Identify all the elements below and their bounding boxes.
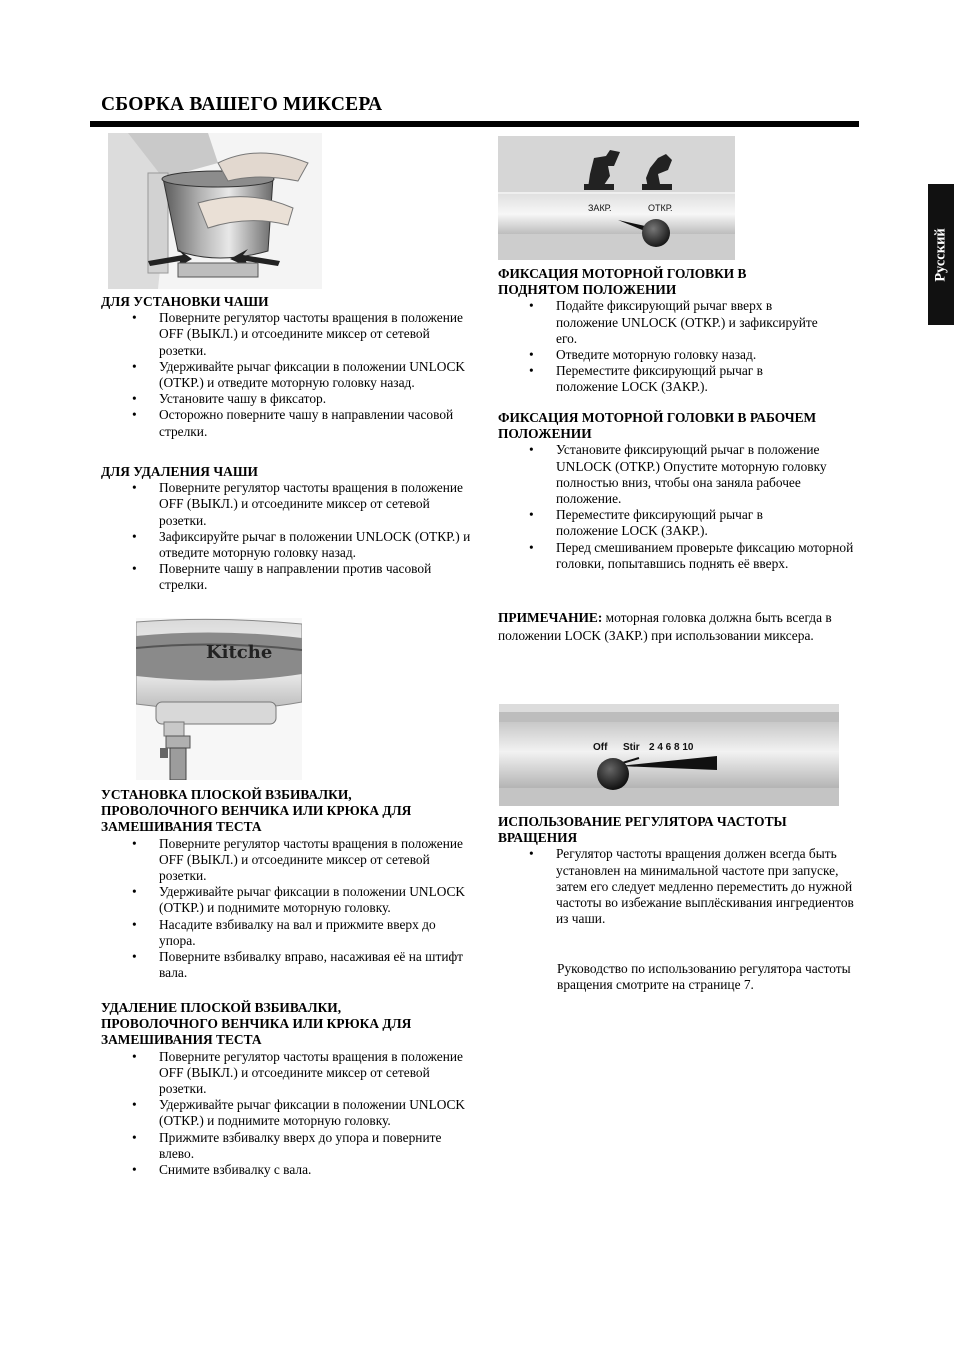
bowl-install-section <box>101 294 471 440</box>
bowl-remove-section <box>101 464 471 594</box>
speed-control-image <box>499 704 839 806</box>
list-item: • Поверните взбивалку вправо, насаживая её на штифт вала. <box>101 949 471 981</box>
brand-text: Kitche <box>206 642 273 663</box>
lock-lever-image <box>498 136 735 260</box>
head-down-list <box>498 442 868 572</box>
list-item: • Переместите фиксирующий рычаг в положение LOCK (ЗАКР.). <box>498 363 818 395</box>
list-item: • Регулятор частоты вращения должен всегда быть установлен на минимальной частоте при запуске, затем его следует медленно переместить до нужной частоты во избежание выплёскивания ингредиентов из чаши. <box>498 846 858 927</box>
attach-install-list <box>101 836 471 982</box>
list-item: • Поверните чашу в направлении против часовой стрелки. <box>101 561 471 593</box>
note-label: ПРИМЕЧАНИЕ: <box>498 610 603 625</box>
list-item: • Поверните регулятор частоты вращения в положение OFF (ВЫКЛ.) и отсоедините миксер от сетевой розетки. <box>101 1049 471 1098</box>
list-item: • Подайте фиксирующий рычаг вверх в положение UNLOCK (ОТКР.) и зафиксируйте его. <box>498 298 818 347</box>
speed-guide-paragraph: Руководство по использованию регулятора частоты вращения смотрите на странице 7. <box>557 961 851 993</box>
list-item: • Удерживайте рычаг фиксации в положении UNLOCK (ОТКР.) и отведите моторную головку назад. <box>101 359 471 391</box>
list-item: • Переместите фиксирующий рычаг в положение LOCK (ЗАКР.). <box>498 507 818 539</box>
speed-off-label: Off <box>593 742 608 753</box>
note-text: моторная головка должна быть всегда в положении LOCK (ЗАКР.) при использовании миксера. <box>498 610 832 643</box>
attach-remove-heading: УДАЛЕНИЕ ПЛОСКОЙ ВЗБИВАЛКИ, ПРОВОЛОЧНОГО ВЕНЧИКА ИЛИ КРЮКА ДЛЯ ЗАМЕШИВАНИЯ ТЕСТА <box>101 1000 412 1048</box>
note-paragraph <box>498 609 850 644</box>
list-item: • Зафиксируйте рычаг в положении UNLOCK (ОТКР.) и отведите моторную головку назад. <box>101 529 471 561</box>
title-rule <box>90 121 859 127</box>
list-item: • Установите чашу в фиксатор. <box>101 391 471 407</box>
list-item: • Удерживайте рычаг фиксации в положении UNLOCK (ОТКР.) и поднимите моторную головку. <box>101 1097 471 1129</box>
page-title: СБОРКА ВАШЕГО МИКСЕРА <box>101 94 383 115</box>
head-down-heading: ФИКСАЦИЯ МОТОРНОЙ ГОЛОВКИ В РАБОЧЕМ ПОЛОЖЕНИИ <box>498 410 817 442</box>
speed-stir-label: Stir <box>623 742 640 753</box>
list-item: • Снимите взбивалку с вала. <box>101 1162 471 1178</box>
language-tab <box>928 184 954 325</box>
speed-list <box>498 846 868 927</box>
list-item: • Установите фиксирующий рычаг в положение UNLOCK (ОТКР.) Опустите моторную головку полностью вниз, чтобы она заняла рабочее положение. <box>498 442 868 507</box>
speed-numbers-label: 2 4 6 8 10 <box>649 742 694 753</box>
attach-install-heading: УСТАНОВКА ПЛОСКОЙ ВЗБИВАЛКИ, ПРОВОЛОЧНОГО ВЕНЧИКА ИЛИ КРЮКА ДЛЯ ЗАМЕШИВАНИЯ ТЕСТА <box>101 787 412 835</box>
bowl-install-heading: ДЛЯ УСТАНОВКИ ЧАШИ <box>101 294 269 309</box>
language-tab-label: Русский <box>932 227 949 282</box>
bowl-install-list <box>101 310 471 440</box>
list-item: • Поверните регулятор частоты вращения в положение OFF (ВЫКЛ.) и отсоедините миксер от сетевой розетки. <box>101 836 471 885</box>
speed-heading: ИСПОЛЬЗОВАНИЕ РЕГУЛЯТОРА ЧАСТОТЫ ВРАЩЕНИЯ <box>498 814 787 846</box>
head-up-heading: ФИКСАЦИЯ МОТОРНОЙ ГОЛОВКИ В ПОДНЯТОМ ПОЛОЖЕНИИ <box>498 266 747 298</box>
attach-remove-list <box>101 1049 471 1179</box>
attach-remove-section <box>101 1000 471 1178</box>
beater-shaft-image <box>136 618 302 780</box>
attach-install-section <box>101 787 471 981</box>
unlock-label: ОТКР. <box>648 203 673 213</box>
list-item: • Перед смешиванием проверьте фиксацию моторной головки, попытавшись поднять её вверх. <box>498 540 868 572</box>
list-item: • Удерживайте рычаг фиксации в положении UNLOCK (ОТКР.) и поднимите моторную головку. <box>101 884 471 916</box>
bowl-remove-heading: ДЛЯ УДАЛЕНИЯ ЧАШИ <box>101 464 258 479</box>
head-up-list <box>498 298 868 395</box>
list-item: • Прижмите взбивалку вверх до упора и поверните влево. <box>101 1130 471 1162</box>
speed-section <box>498 814 868 927</box>
bowl-remove-list <box>101 480 471 593</box>
bowl-install-image <box>108 133 322 289</box>
head-up-section <box>498 266 868 396</box>
list-item: • Насадите взбивалку на вал и прижмите вверх до упора. <box>101 917 471 949</box>
list-item: • Осторожно поверните чашу в направлении часовой стрелки. <box>101 407 471 439</box>
list-item: • Поверните регулятор частоты вращения в положение OFF (ВЫКЛ.) и отсоедините миксер от сетевой розетки. <box>101 480 471 529</box>
list-item: • Поверните регулятор частоты вращения в положение OFF (ВЫКЛ.) и отсоедините миксер от сетевой розетки. <box>101 310 471 359</box>
list-item: • Отведите моторную головку назад. <box>498 347 868 363</box>
head-down-section <box>498 410 868 572</box>
lock-label: ЗАКР. <box>588 203 612 213</box>
